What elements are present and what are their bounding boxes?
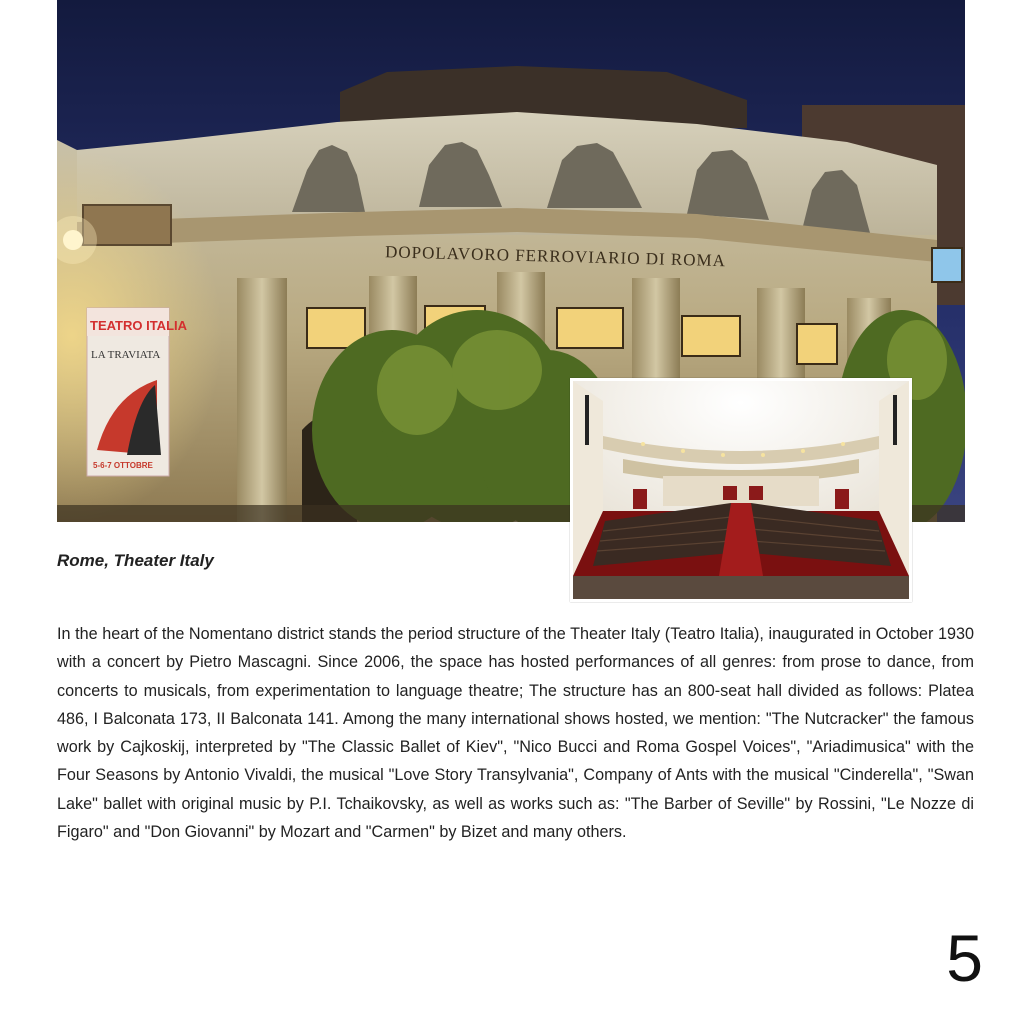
facade-inscription: DOPOLAVORO FERROVIARIO DI ROMA bbox=[384, 242, 727, 271]
body-paragraph: In the heart of the Nomentano district stands the period structure of the Theater Italy (Teatro Italia), inaugurated in October 1930 with a concert by Pietro Mascagni. Since 2006, the space has hosted performances of all genres: from prose to dance, from concerts to musicals, from experimentation to language theatre; The structure has an 800-seat hall divided as follows: Platea 486, I Balconata 173, II Balconata 141. Among the many international shows hosted, we mention: "The Nutcracker" the famous work by Cajkoskij, interpreted by "The Classic Ballet of Kiev", "Nico Bucci and Roma Gospel Voices", "Ariadimusica" with the Four Seasons by Antonio Vivaldi, the musical "Love Story Transylvania", Company of Ants with the musical "Cinderella", "Swan Lake" ballet with original music by P.I. Tchaikovsky, as well as works such as: "The Barber of Seville" by Rossini, "Le Nozze di Figaro" and "Don Giovanni" by Mozart and "Carmen" by Bizet and many others. bbox=[57, 625, 974, 842]
banner-dates: 5-6-7 OTTOBRE bbox=[93, 461, 153, 470]
theater-interior-photo bbox=[570, 378, 912, 602]
banner-subtitle: LA TRAVIATA bbox=[91, 349, 161, 361]
banner-title: TEATRO ITALIA bbox=[90, 318, 188, 333]
photo-caption: Rome, Theater Italy bbox=[57, 551, 214, 570]
page-number: 5 bbox=[946, 921, 983, 995]
